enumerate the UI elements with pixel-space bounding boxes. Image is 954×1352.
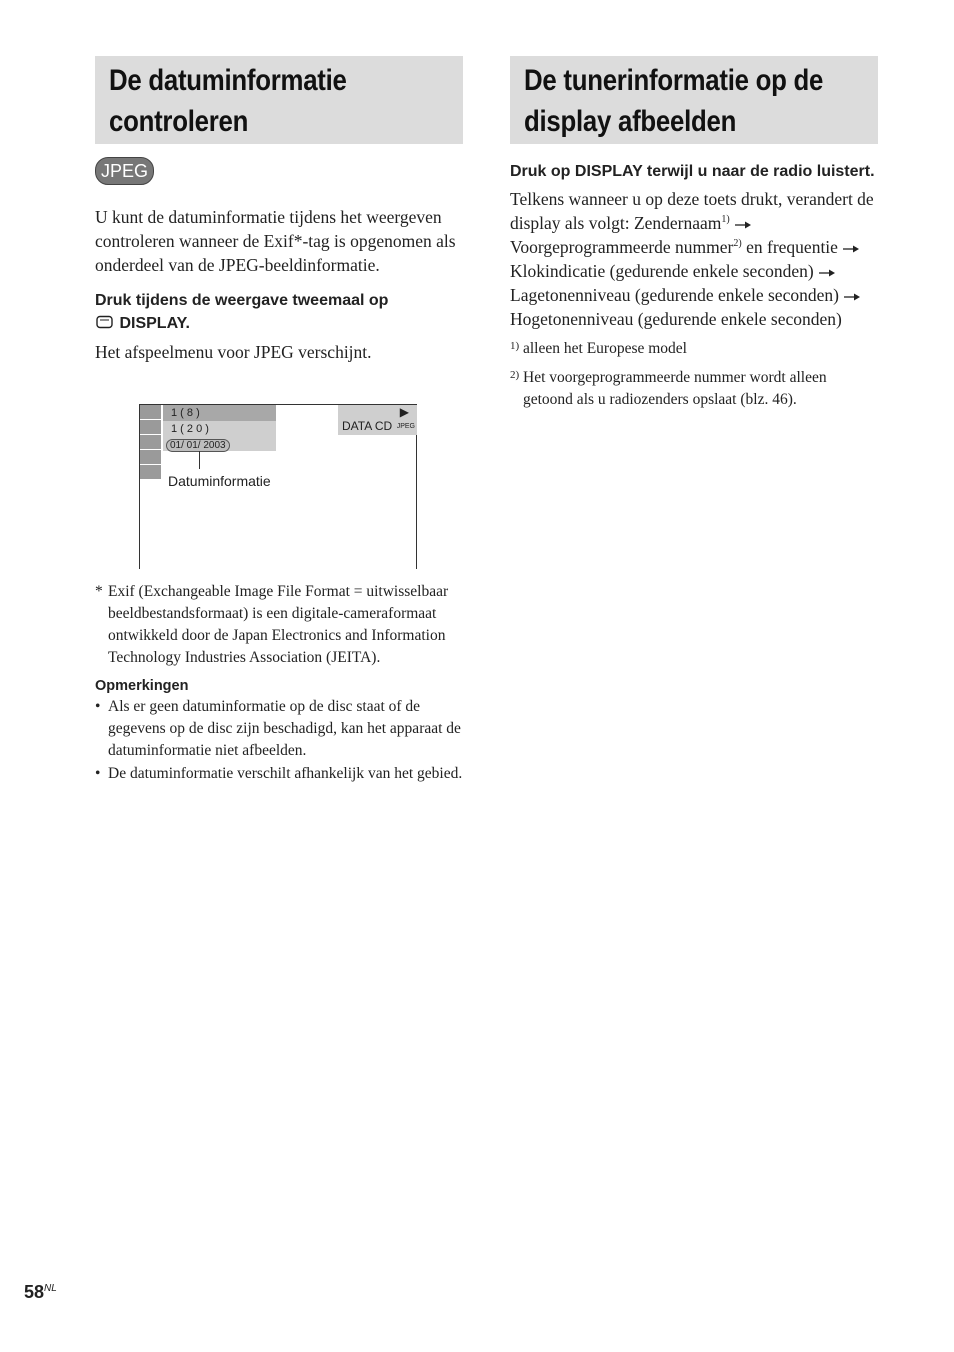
left-column <box>95 56 463 364</box>
osd-date: 01/ 01/ 2003 <box>166 439 230 452</box>
seq-station-name: Zendernaam <box>633 213 722 233</box>
step-line-2 <box>95 312 463 335</box>
step-line-1: Druk tijdens de weergave tweemaal op <box>95 292 389 309</box>
display-button-icon <box>95 315 115 329</box>
heading-line-1: De datuminformatie <box>109 64 347 97</box>
right-column <box>510 56 878 411</box>
disc-type-label: DATA CD <box>342 419 393 433</box>
callout-line <box>199 451 200 469</box>
footnote-2-mark: 2) <box>510 369 520 381</box>
jpeg-badge: JPEG <box>95 157 154 185</box>
menu-icon-1 <box>140 405 161 420</box>
step-instruction <box>95 289 463 335</box>
seq-clock: Klokindicatie (gedurende enkele seconden) <box>510 261 814 281</box>
intro-text: U kunt de datuminformatie tijdens het weergeven controleren wanneer de Exif*-tag is opgenomen als onderdeel van de JPEG-beeldinformatie. <box>95 207 456 275</box>
heading-line-1: De tunerinformatie op de <box>524 64 824 97</box>
seq-treble: Hogetonenniveau (gedurende enkele seconden) <box>510 309 842 329</box>
sup-2: 2) <box>733 238 742 250</box>
footnote-1 <box>510 338 878 360</box>
callout-label: Datuminformatie <box>168 473 271 489</box>
footnote-asterisk: * <box>95 583 103 600</box>
seq-preset-number: Voorgeprogrammeerde nummer <box>510 237 734 257</box>
play-icon: ▶ <box>399 405 409 419</box>
arrow-right-icon <box>818 268 836 278</box>
footnote-2 <box>510 367 878 411</box>
page-number-value: 58 <box>24 1282 45 1302</box>
osd-status-panel <box>338 405 417 435</box>
page-number <box>24 1282 57 1303</box>
step-result: Het afspeelmenu voor JPEG verschijnt. <box>95 342 372 362</box>
menu-icon-3 <box>140 435 161 450</box>
heading-line-2: controleren <box>109 105 249 138</box>
menu-icon-5 <box>140 465 161 480</box>
osd-row-album: 1 ( 8 ) <box>163 405 276 421</box>
footnote-2-text: Het voorgeprogrammeerde nummer wordt alleen getoond als u radiozenders opslaat (blz. 46). <box>523 369 827 408</box>
notes-title: Opmerkingen <box>95 678 189 694</box>
seq-frequency: en frequentie <box>746 237 838 257</box>
note-item-2: • De datuminformatie verschilt afhankelijk van het gebied. <box>95 763 463 785</box>
section-heading-tuner <box>510 56 878 144</box>
menu-icon-2 <box>140 420 161 435</box>
arrow-right-icon <box>842 244 860 254</box>
footnote-text: Exif (Exchangeable Image File Format = uitwisselbaar beeldbestandsformaat) is een digitale-cameraformaat ontwikkeld door de Japan Electronics and Information Technology Industries Association (JEITA). <box>108 583 449 666</box>
exif-footnote <box>95 581 463 785</box>
page-number-suffix: NL <box>44 1283 57 1294</box>
heading-line-2: display afbeelden <box>524 105 737 138</box>
disc-type-sub: JPEG <box>396 423 415 430</box>
onscreen-display-illustration <box>139 404 417 569</box>
sup-1: 1) <box>721 214 730 226</box>
arrow-right-icon <box>734 220 752 230</box>
arrow-right-icon <box>843 292 861 302</box>
osd-row-date-bg <box>163 437 276 451</box>
note-item-1: • Als er geen datuminformatie op de disc staat of de gegevens op de disc zijn beschadigd, kan het apparaat de datuminformatie niet afbeelden. <box>95 696 463 762</box>
step-instruction: Druk op DISPLAY terwijl u naar de radio luistert. <box>510 163 875 180</box>
seq-bass: Lagetonenniveau (gedurende enkele seconden) <box>510 285 839 305</box>
osd-row-file: 1 ( 2 0 ) <box>163 421 276 437</box>
footnote-1-text: alleen het Europese model <box>523 340 687 357</box>
display-button-label: DISPLAY. <box>119 315 190 332</box>
menu-icon-4 <box>140 450 161 465</box>
section-heading-date <box>95 56 463 144</box>
sequence-paragraph <box>510 187 878 331</box>
footnote-1-mark: 1) <box>510 340 520 352</box>
sequence-intro: Telkens wanneer u op deze toets drukt, verandert de display als volgt: <box>510 189 874 233</box>
